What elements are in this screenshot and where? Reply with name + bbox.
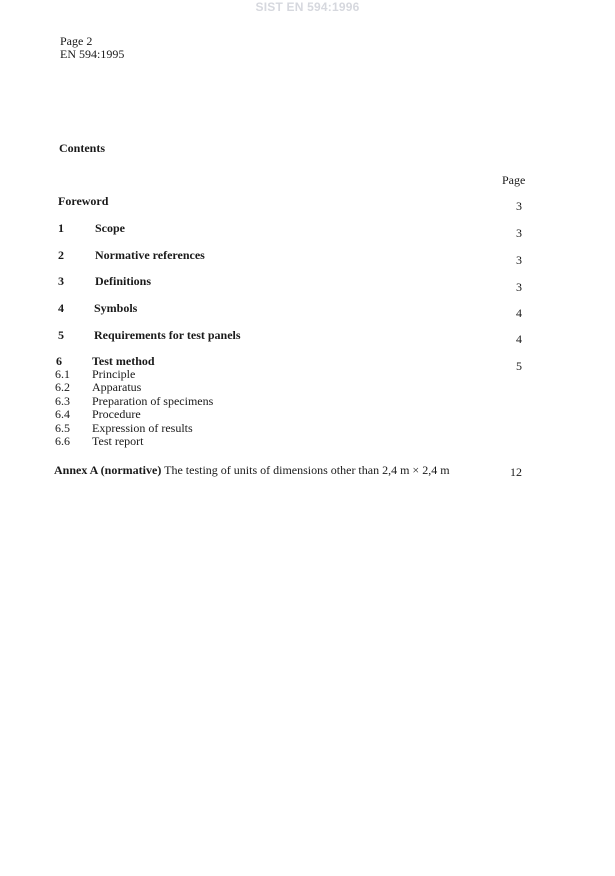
- toc-entry-label: Definitions: [95, 274, 152, 288]
- toc-entry-annex-a: [54, 463, 450, 478]
- document-id: EN 594:1995: [60, 47, 125, 61]
- toc-entry-label: Foreword: [58, 194, 109, 208]
- toc-subentry-label: Expression of results: [92, 421, 193, 435]
- toc-entry-label: Scope: [95, 221, 125, 235]
- toc-subentry-number: 6.3: [55, 394, 70, 408]
- toc-subentry-label: Apparatus: [92, 380, 142, 394]
- toc-entry-page: 5: [516, 359, 522, 373]
- toc-entry-label: Requirements for test panels: [94, 328, 241, 342]
- toc-entry-label: Test method: [92, 354, 155, 368]
- annex-title: The testing of units of dimensions other than 2,4 m × 2,4 m: [164, 463, 450, 477]
- toc-entry-number: 3: [58, 274, 64, 288]
- annex-label: Annex A (normative): [54, 463, 162, 477]
- toc-entry-page: 4: [516, 306, 522, 320]
- toc-entry-label: Symbols: [94, 301, 138, 315]
- page-column-title: Page: [502, 173, 526, 187]
- toc-entry-page: 3: [516, 226, 522, 240]
- toc-subentry-number: 6.2: [55, 380, 70, 394]
- contents-title: Contents: [59, 141, 106, 155]
- watermark: SIST EN 594:1996: [255, 0, 360, 14]
- page-number-label: Page 2: [60, 34, 93, 48]
- annex-page: 12: [510, 465, 522, 479]
- page-header: [60, 35, 124, 61]
- toc-entry-number: 5: [58, 328, 64, 342]
- toc-entry-number: 2: [58, 248, 64, 262]
- toc-entry-page: 4: [516, 332, 522, 346]
- toc-subentry-number: 6.4: [55, 407, 70, 421]
- toc-entry-number: 4: [58, 301, 64, 315]
- toc-entry-page: 3: [516, 199, 522, 213]
- toc-subentry-label: Procedure: [92, 407, 141, 421]
- toc-entry-page: 3: [516, 253, 522, 267]
- toc-entry-page: 3: [516, 280, 522, 294]
- toc-subentry-number: 6.6: [55, 434, 70, 448]
- toc-subentry-number: 6.5: [55, 421, 70, 435]
- toc-subentry-label: Preparation of specimens: [92, 394, 214, 408]
- toc-entry-label: Normative references: [95, 248, 205, 262]
- toc-subentry-number: 6.1: [55, 367, 70, 381]
- toc-subentry-label: Test report: [92, 434, 144, 448]
- toc-entry-number: 1: [58, 221, 64, 235]
- toc-entry-number: 6: [56, 354, 62, 368]
- toc-subentry-label: Principle: [92, 367, 136, 381]
